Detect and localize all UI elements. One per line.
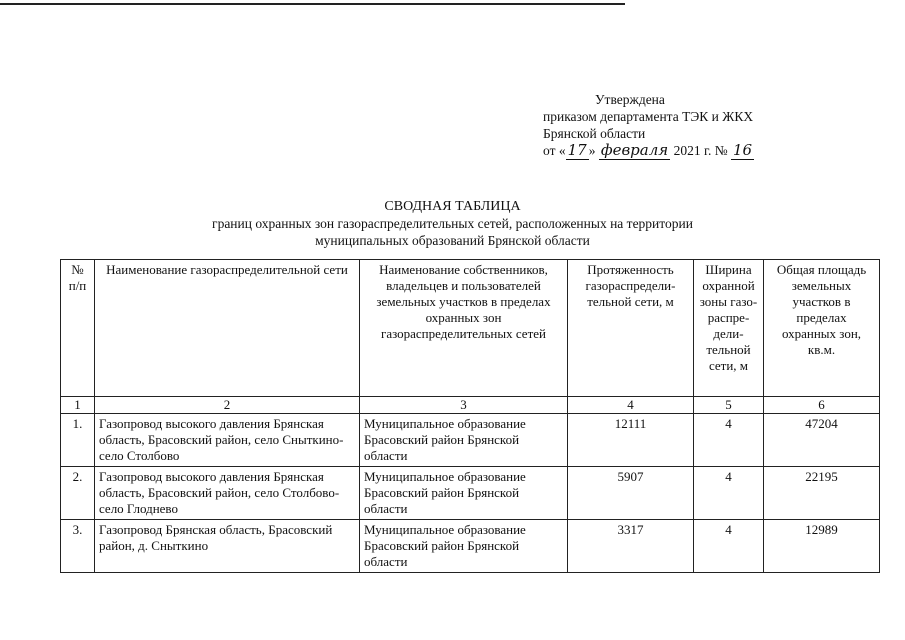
- cell-length: 3317: [568, 520, 694, 573]
- column-number: 3: [360, 397, 568, 414]
- date-day-handwritten: 17: [567, 141, 587, 159]
- table-header-row: [61, 260, 880, 397]
- cell-owner: Муниципальное образование Брасовский район Брянской области: [360, 467, 568, 520]
- cell-owner: Муниципальное образование Брасовский район Брянской области: [360, 520, 568, 573]
- column-number: 5: [694, 397, 764, 414]
- date-mid: »: [588, 143, 596, 158]
- cell-number: 3.: [61, 520, 95, 573]
- header-network: Наименование газораспределительной сети: [95, 260, 360, 397]
- title-heading: СВОДНАЯ ТАБЛИЦА: [384, 199, 521, 214]
- column-number-row: [61, 397, 880, 414]
- date-month-handwritten: февраля: [600, 141, 669, 159]
- date-year: 2021 г.: [673, 143, 712, 158]
- table-row: [61, 520, 880, 573]
- number-sign: №: [714, 143, 728, 158]
- title-subheading-1: границ охранных зон газораспределительных сетей, расположенных на территории: [212, 216, 693, 231]
- approval-stamp: [543, 91, 754, 159]
- header-length: Протяженность газораспредели-тельной сети, м: [568, 260, 694, 397]
- column-number: 6: [764, 397, 880, 414]
- header-owners: Наименование собственников, владельцев и пользователей земельных участков в пределах охранных зон газораспределительных сетей: [360, 260, 568, 397]
- scan-edge-line: [0, 3, 625, 5]
- cell-area: 12989: [764, 520, 880, 573]
- header-area: Общая площадь земельных участков в пределах охранных зон, кв.м.: [764, 260, 880, 397]
- header-width: Ширина охранной зоны газо-распре-дели-тельной сети, м: [694, 260, 764, 397]
- approval-title: Утверждена: [595, 92, 665, 107]
- cell-length: 5907: [568, 467, 694, 520]
- order-number-handwritten: 16: [733, 141, 753, 159]
- column-number: 4: [568, 397, 694, 414]
- cell-length: 12111: [568, 414, 694, 467]
- document-title: [0, 198, 905, 249]
- cell-network: Газопровод высокого давления Брянская область, Брасовский район, село Столбово-село Глоднево: [95, 467, 360, 520]
- cell-area: 22195: [764, 467, 880, 520]
- cell-owner: Муниципальное образование Брасовский район Брянской области: [360, 414, 568, 467]
- approval-date: [543, 142, 754, 159]
- title-subheading-2: муниципальных образований Брянской области: [315, 233, 590, 248]
- cell-width: 4: [694, 520, 764, 573]
- table-row: [61, 414, 880, 467]
- cell-area: 47204: [764, 414, 880, 467]
- cell-network: Газопровод Брянская область, Брасовский район, д. Сныткино: [95, 520, 360, 573]
- cell-width: 4: [694, 467, 764, 520]
- cell-number: 2.: [61, 467, 95, 520]
- table-row: [61, 467, 880, 520]
- summary-table: [60, 259, 880, 573]
- cell-width: 4: [694, 414, 764, 467]
- column-number: 1: [61, 397, 95, 414]
- cell-network: Газопровод высокого давления Брянская область, Брасовский район, село Сныткино-село Столбово: [95, 414, 360, 467]
- cell-number: 1.: [61, 414, 95, 467]
- column-number: 2: [95, 397, 360, 414]
- approval-region: Брянской области: [543, 126, 646, 141]
- date-prefix: от «: [543, 143, 566, 158]
- approval-order: приказом департамента ТЭК и ЖКХ: [543, 109, 754, 124]
- header-number: № п/п: [61, 260, 95, 397]
